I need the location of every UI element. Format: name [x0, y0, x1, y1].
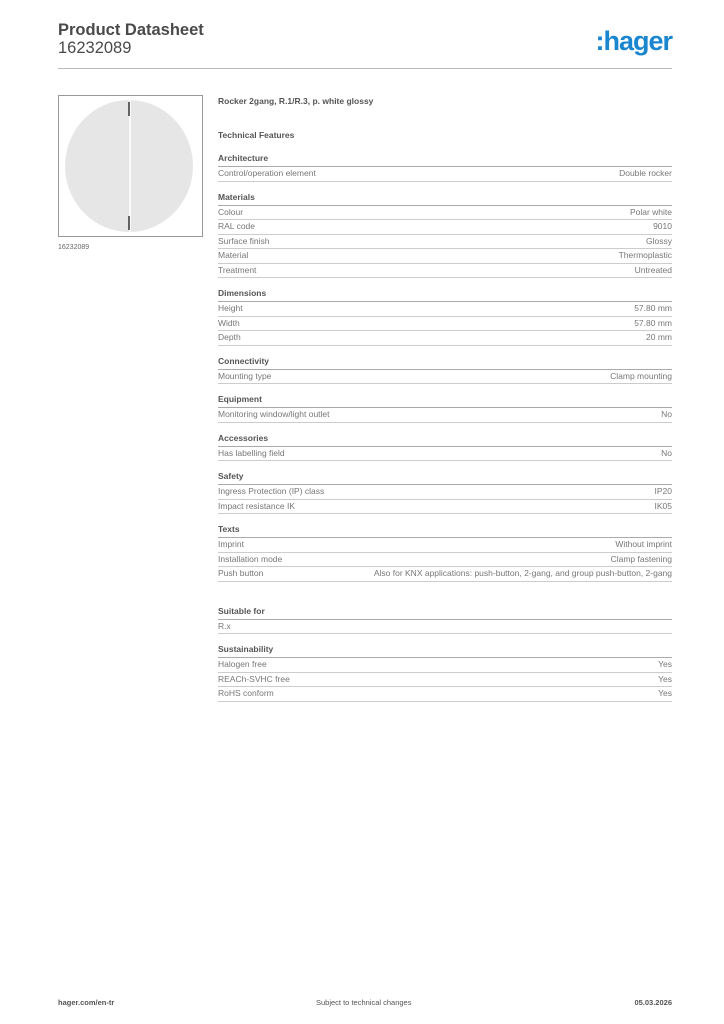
row-label: Installation mode: [218, 553, 283, 564]
product-image: [58, 95, 203, 237]
section-heading: Dimensions: [218, 286, 672, 302]
row-label: Depth: [218, 332, 241, 342]
section-heading: Texts: [218, 522, 672, 538]
table-row: [218, 331, 672, 346]
row-label: Push button: [218, 568, 264, 578]
section-dimensions: [218, 286, 672, 346]
section-suitable-for: [218, 604, 672, 635]
section-heading: Connectivity: [218, 354, 672, 370]
datasheet-content: [218, 93, 672, 702]
section-connectivity: [218, 354, 672, 385]
section-heading: Equipment: [218, 392, 672, 408]
table-row: [218, 220, 672, 235]
table-row: [218, 206, 672, 221]
row-label: Colour: [218, 206, 244, 217]
table-row: [218, 658, 672, 673]
row-label: Impact resistance IK: [218, 500, 296, 511]
table-row: [218, 167, 672, 182]
section-equipment: [218, 392, 672, 423]
row-label: Mounting type: [218, 370, 272, 381]
table-row: [218, 302, 672, 317]
row-value: 9010: [653, 221, 672, 231]
table-row: [218, 500, 672, 515]
row-label: Halogen free: [218, 659, 267, 669]
table-row: [218, 553, 672, 568]
row-value: IK05: [654, 500, 672, 511]
footer-date: 05.03.2026: [634, 998, 672, 1007]
row-label: Width: [218, 317, 240, 328]
row-value: Glossy: [646, 235, 672, 246]
row-label: Monitoring window/light outlet: [218, 409, 330, 419]
row-label: Surface finish: [218, 235, 270, 246]
row-value: Also for KNX applications: push-button, 2-gang, and group push-button, 2-gang: [373, 568, 672, 578]
row-value: Yes: [658, 688, 672, 698]
row-label: Control/operation element: [218, 168, 316, 178]
table-row: [218, 687, 672, 702]
section-heading: Sustainability: [218, 642, 672, 658]
row-label: Height: [218, 303, 243, 313]
row-label: RoHS conform: [218, 688, 274, 698]
section-texts: [218, 522, 672, 582]
row-value: 20 mm: [646, 332, 672, 342]
section-architecture: [218, 151, 672, 182]
row-value: Clamp mounting: [610, 370, 672, 381]
table-row: [218, 538, 672, 553]
row-value: Double rocker: [619, 168, 672, 178]
table-row: [218, 485, 672, 500]
row-value: Clamp fastening: [610, 553, 672, 564]
section-heading: Architecture: [218, 151, 672, 167]
table-row: [218, 408, 672, 423]
row-value: Polar white: [629, 206, 672, 217]
section-heading: Safety: [218, 469, 672, 485]
section-safety: [218, 469, 672, 514]
section-accessories: [218, 431, 672, 462]
row-value: No: [661, 447, 672, 458]
table-row: [218, 620, 672, 635]
section-sustainability: [218, 642, 672, 702]
row-value: Yes: [658, 673, 672, 684]
row-value: No: [661, 409, 672, 419]
row-value: Thermoplastic: [618, 250, 672, 260]
row-label: Treatment: [218, 264, 257, 275]
row-value: 57.80 mm: [634, 303, 672, 313]
image-caption: 16232089: [58, 244, 90, 251]
section-heading: Suitable for: [218, 604, 672, 620]
row-value: Yes: [658, 659, 672, 669]
table-row: [218, 264, 672, 279]
row-value: Without imprint: [615, 539, 672, 549]
row-label: REACh-SVHC free: [218, 673, 290, 684]
section-heading: Materials: [218, 190, 672, 206]
table-row: [218, 370, 672, 385]
header-divider: [58, 68, 672, 69]
page-title: Product Datasheet: [58, 21, 204, 39]
product-title: Rocker 2gang, R.1/R.3, p. white glossy: [218, 96, 374, 106]
row-label: Imprint: [218, 539, 244, 549]
table-row: [218, 567, 672, 582]
hager-logo: :hager: [595, 26, 672, 56]
table-row: [218, 447, 672, 462]
table-row: [218, 249, 672, 264]
technical-features-heading: Technical Features: [218, 130, 295, 140]
section-materials: [218, 190, 672, 279]
row-value: 57.80 mm: [634, 317, 672, 328]
table-row: [218, 317, 672, 332]
row-value: IP20: [654, 486, 672, 496]
footer-note: Subject to technical changes: [316, 998, 412, 1007]
row-label: Material: [218, 250, 249, 260]
row-value: Untreated: [634, 264, 672, 275]
row-label: Ingress Protection (IP) class: [218, 486, 325, 496]
row-label: RAL code: [218, 221, 256, 231]
footer-website: hager.com/en-tr: [58, 998, 115, 1007]
row-label: Has labelling field: [218, 447, 285, 458]
row-label: R.x: [218, 620, 231, 631]
table-row: [218, 673, 672, 688]
table-row: [218, 235, 672, 250]
section-heading: Accessories: [218, 431, 672, 447]
product-number: 16232089: [58, 39, 132, 57]
